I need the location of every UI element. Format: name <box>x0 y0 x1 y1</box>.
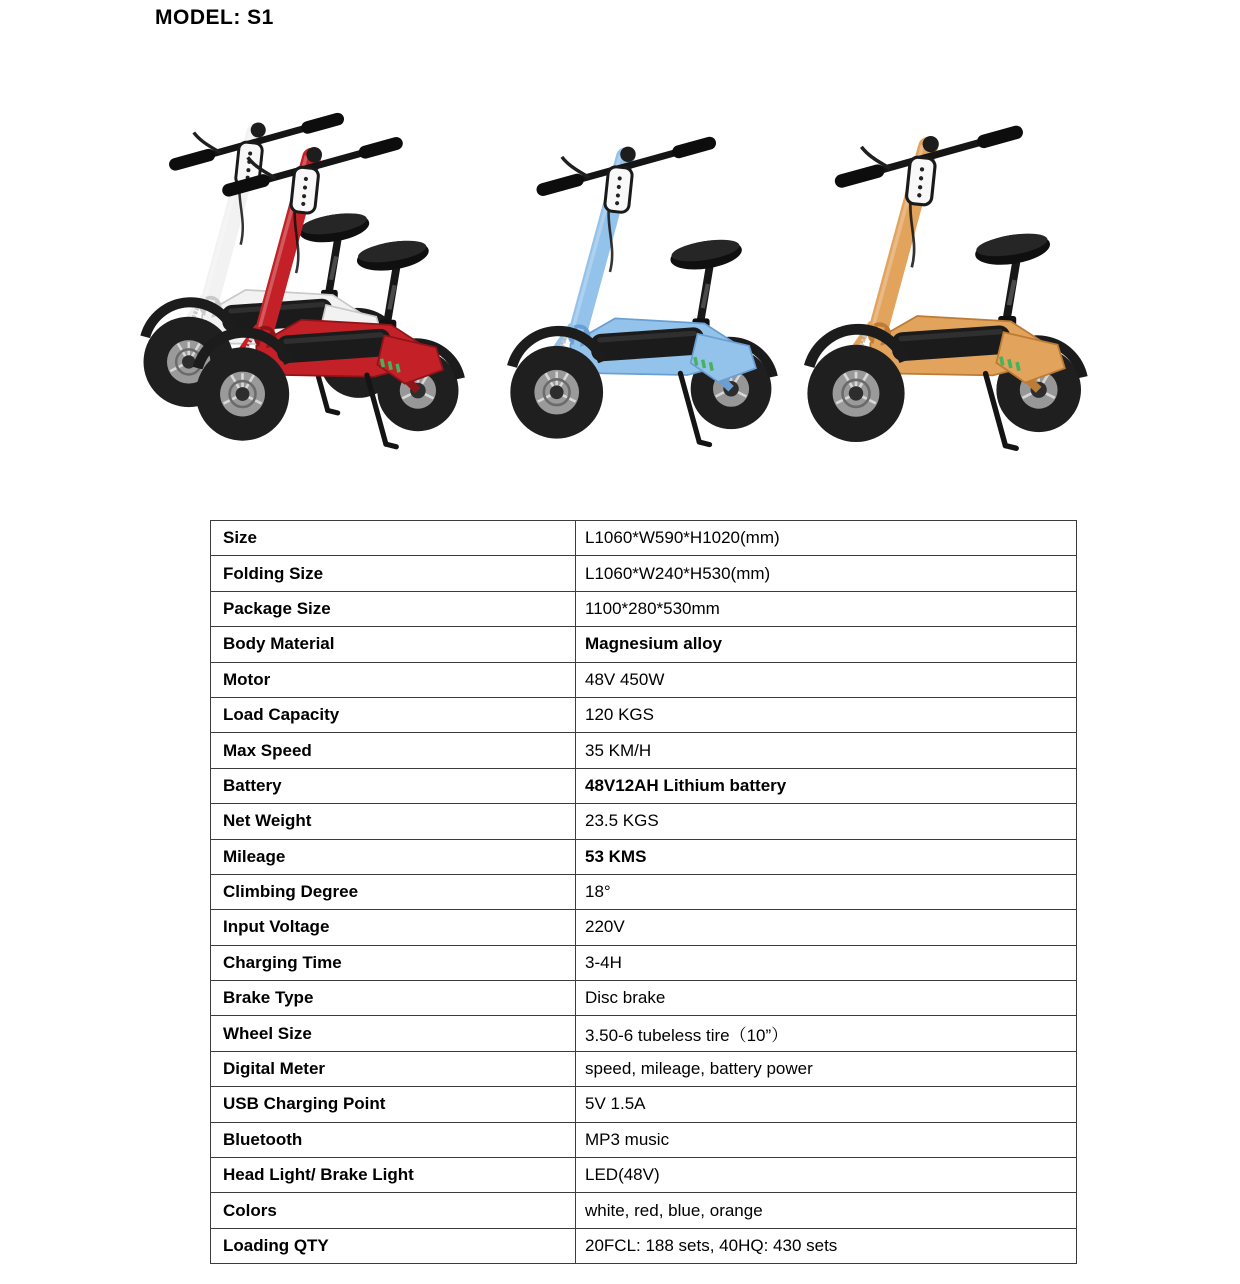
spec-row-value: 3-4H <box>576 945 1077 980</box>
spec-row <box>211 874 1077 909</box>
product-photos <box>0 80 1240 485</box>
spec-row <box>211 591 1077 626</box>
spec-row-value: L1060*W240*H530(mm) <box>576 556 1077 591</box>
spec-row-label: Mileage <box>211 839 576 874</box>
spec-row-value: 5V 1.5A <box>576 1087 1077 1122</box>
spec-row <box>211 839 1077 874</box>
spec-row-value: 48V12AH Lithium battery <box>576 768 1077 803</box>
spec-row-value: 18° <box>576 874 1077 909</box>
spec-row <box>211 733 1077 768</box>
spec-row-label: Folding Size <box>211 556 576 591</box>
spec-row <box>211 1087 1077 1122</box>
spec-row-value: speed, mileage, battery power <box>576 1051 1077 1086</box>
spec-row <box>211 1051 1077 1086</box>
spec-row-value: 23.5 KGS <box>576 804 1077 839</box>
spec-row-value: 1100*280*530mm <box>576 591 1077 626</box>
spec-row <box>211 1158 1077 1193</box>
spec-row-label: Head Light/ Brake Light <box>211 1158 576 1193</box>
product-photo-orange <box>784 80 1090 480</box>
product-photo-blue <box>488 88 780 480</box>
spec-row <box>211 1016 1077 1051</box>
spec-row-value: 20FCL: 188 sets, 40HQ: 430 sets <box>576 1228 1077 1263</box>
spec-row-value: Disc brake <box>576 981 1077 1016</box>
spec-row-label: Motor <box>211 662 576 697</box>
spec-row-value: 35 KM/H <box>576 733 1077 768</box>
spec-row <box>211 981 1077 1016</box>
spec-row-label: Net Weight <box>211 804 576 839</box>
spec-row-value: LED(48V) <box>576 1158 1077 1193</box>
spec-row-label: Climbing Degree <box>211 874 576 909</box>
spec-row-label: Colors <box>211 1193 576 1228</box>
spec-row-value: 120 KGS <box>576 697 1077 732</box>
spec-row <box>211 521 1077 556</box>
spec-row-label: Input Voltage <box>211 910 576 945</box>
product-photo-white-red <box>136 82 470 480</box>
spec-row-value: 220V <box>576 910 1077 945</box>
page-title: MODEL: S1 <box>155 6 274 29</box>
spec-row <box>211 945 1077 980</box>
spec-row-label: Body Material <box>211 627 576 662</box>
spec-row-label: Size <box>211 521 576 556</box>
spec-row-label: Bluetooth <box>211 1122 576 1157</box>
spec-row-label: Loading QTY <box>211 1228 576 1263</box>
spec-row <box>211 697 1077 732</box>
spec-row-value: Magnesium alloy <box>576 627 1077 662</box>
spec-row-label: Load Capacity <box>211 697 576 732</box>
spec-row <box>211 627 1077 662</box>
spec-row-label: Max Speed <box>211 733 576 768</box>
spec-row <box>211 1122 1077 1157</box>
spec-row-value: 53 KMS <box>576 839 1077 874</box>
spec-row <box>211 1193 1077 1228</box>
spec-row-label: Battery <box>211 768 576 803</box>
spec-row-label: Digital Meter <box>211 1051 576 1086</box>
spec-row-label: USB Charging Point <box>211 1087 576 1122</box>
spec-table-body <box>211 521 1077 1264</box>
spec-row-label: Package Size <box>211 591 576 626</box>
spec-row <box>211 662 1077 697</box>
spec-row-value: 3.50-6 tubeless tire（10”） <box>576 1016 1077 1051</box>
spec-table <box>210 520 1077 1264</box>
spec-row <box>211 1228 1077 1263</box>
spec-row-value: white, red, blue, orange <box>576 1193 1077 1228</box>
spec-row <box>211 768 1077 803</box>
spec-row-value: MP3 music <box>576 1122 1077 1157</box>
spec-row <box>211 556 1077 591</box>
spec-row-label: Charging Time <box>211 945 576 980</box>
spec-row <box>211 804 1077 839</box>
spec-row-value: L1060*W590*H1020(mm) <box>576 521 1077 556</box>
spec-row-value: 48V 450W <box>576 662 1077 697</box>
spec-row-label: Wheel Size <box>211 1016 576 1051</box>
spec-row <box>211 910 1077 945</box>
spec-row-label: Brake Type <box>211 981 576 1016</box>
